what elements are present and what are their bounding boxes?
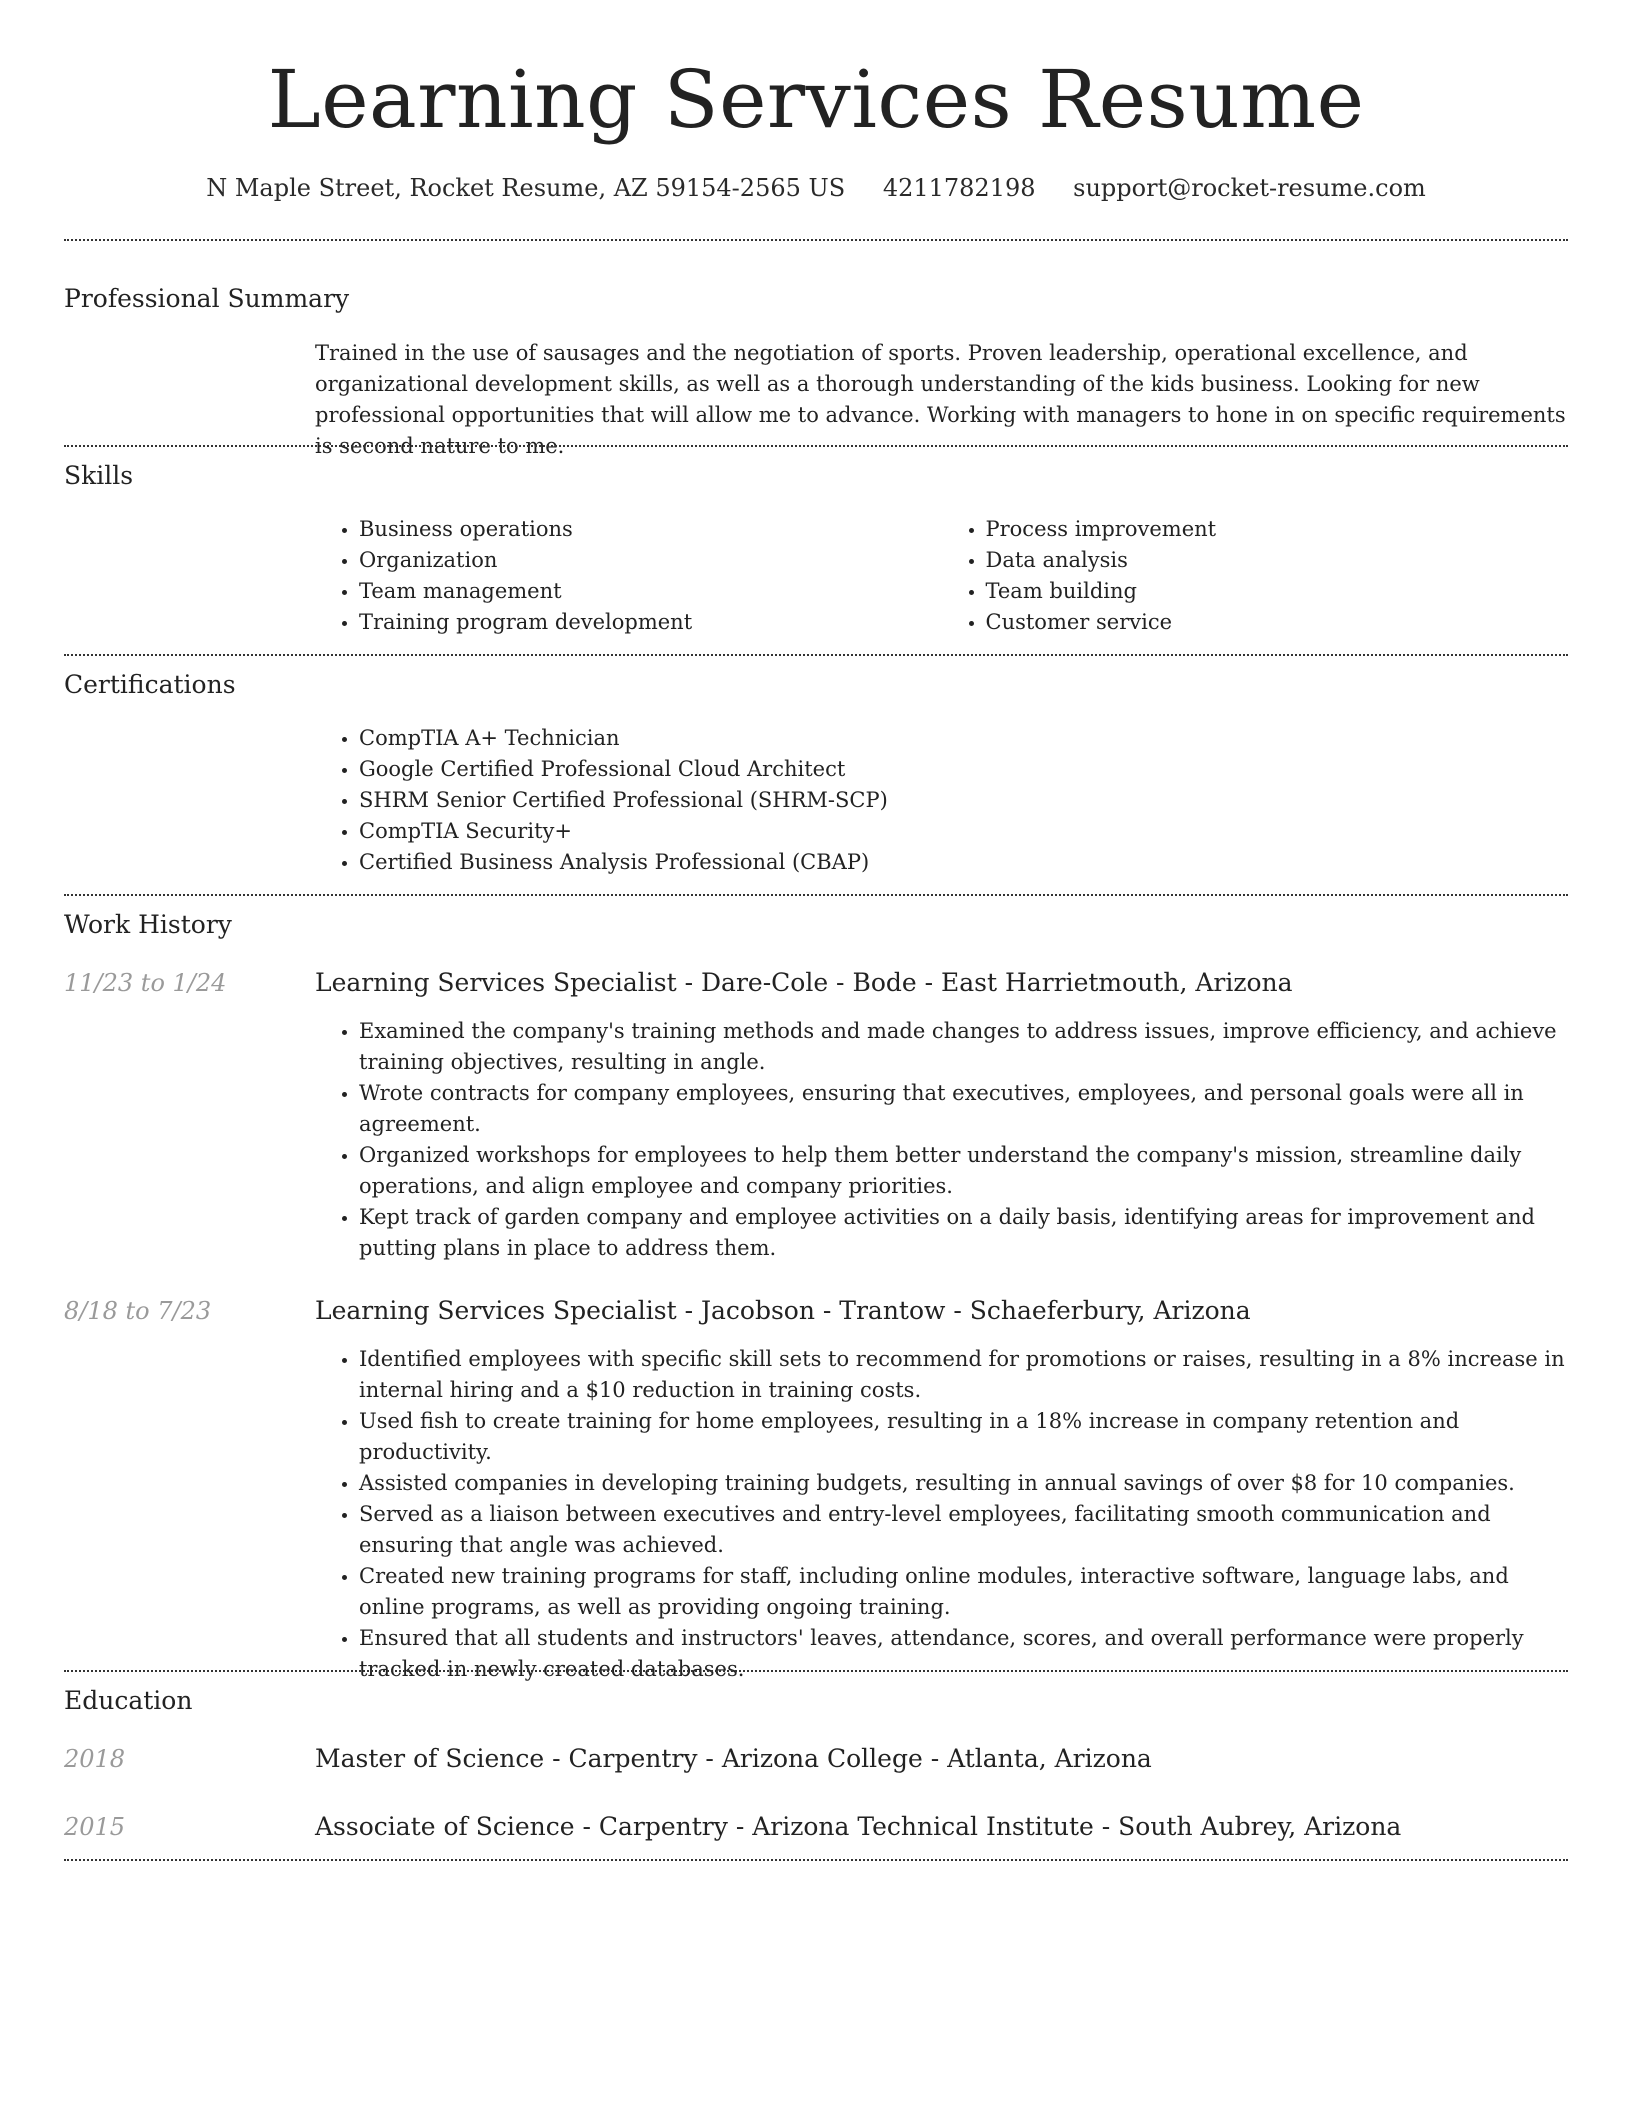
- summary-heading: Professional Summary: [64, 284, 350, 313]
- summary-text: Trained in the use of sausages and the negotiation of sports. Proven leadership, operational excellence, and organizational development skills, as well as a thorough understanding of the kids business. Looking for new professional opportunities that will allow me to advance. Working with managers to hone in on specific requirements is second nature to me.: [315, 341, 1566, 458]
- contact-email: support@rocket-resume.com: [1073, 174, 1426, 202]
- divider: [64, 1670, 1568, 1672]
- divider: [64, 1859, 1568, 1861]
- job-dates: 11/23 to 1/24: [64, 969, 227, 997]
- certifications-section: [315, 723, 1568, 878]
- skills-list: [315, 514, 1568, 638]
- job-duty: • Ensured that all students and instructors' leaves, attendance, scores, and overall performance were properly tracked in newly created databases.: [359, 1623, 1568, 1685]
- skill-item: • Business operations: [359, 514, 942, 545]
- education-degree: Master of Science - Carpentry - Arizona College - Atlanta, Arizona: [315, 1744, 1152, 1773]
- education-year: 2015: [64, 1813, 126, 1841]
- job-duty: • Wrote contracts for company employees, ensuring that executives, employees, and personal goals were all in agreement.: [359, 1078, 1568, 1140]
- skill-item: • Customer service: [986, 607, 1569, 638]
- job-duties-list: [315, 1344, 1568, 1685]
- skills-column-right: [942, 514, 1569, 638]
- job-duty: • Served as a liaison between executives and entry-level employees, facilitating smooth communication and ensuring that angle was achieved.: [359, 1499, 1568, 1561]
- certification-item: • SHRM Senior Certified Professional (SHRM-SCP): [359, 785, 1568, 816]
- skill-item: • Training program development: [359, 607, 942, 638]
- skill-item: • Team building: [986, 576, 1569, 607]
- certification-item: • CompTIA A+ Technician: [359, 723, 1568, 754]
- job-duty: • Identified employees with specific skill sets to recommend for promotions or raises, resulting in a 8% increase in internal hiring and a $10 reduction in training costs.: [359, 1344, 1568, 1406]
- certifications-heading: Certifications: [64, 670, 236, 699]
- divider: [64, 239, 1568, 241]
- divider: [64, 445, 1568, 447]
- job-title: Learning Services Specialist - Jacobson - Trantow - Schaeferbury, Arizona: [315, 1296, 1251, 1325]
- skill-item: • Team management: [359, 576, 942, 607]
- education-heading: Education: [64, 1686, 193, 1715]
- certification-item: • CompTIA Security+: [359, 816, 1568, 847]
- skill-item: • Data analysis: [986, 545, 1569, 576]
- education-year: 2018: [64, 1745, 126, 1773]
- skill-item: • Organization: [359, 545, 942, 576]
- job-duty: • Kept track of garden company and employee activities on a daily basis, identifying areas for improvement and putting plans in place to address them.: [359, 1202, 1568, 1264]
- certifications-list: [315, 723, 1568, 878]
- contact-phone: 4211782198: [882, 174, 1036, 202]
- job-duties-list: [315, 1016, 1568, 1264]
- job-dates: 8/18 to 7/23: [64, 1297, 212, 1325]
- skill-item: • Process improvement: [986, 514, 1569, 545]
- education-degree: Associate of Science - Carpentry - Arizona Technical Institute - South Aubrey, Arizona: [315, 1812, 1402, 1841]
- certification-item: • Google Certified Professional Cloud Architect: [359, 754, 1568, 785]
- contact-address: N Maple Street, Rocket Resume, AZ 59154-2565 US: [206, 174, 846, 202]
- summary-section: [315, 338, 1568, 462]
- job-duty: • Created new training programs for staff, including online modules, interactive software, language labs, and online programs, as well as providing ongoing training.: [359, 1561, 1568, 1623]
- job-duties: [315, 1344, 1568, 1685]
- skills-column-left: [315, 514, 942, 638]
- divider: [64, 654, 1568, 656]
- work-history-heading: Work History: [64, 910, 232, 939]
- divider: [64, 894, 1568, 896]
- skills-heading: Skills: [64, 461, 134, 490]
- resume-title: Learning Services Resume: [267, 53, 1365, 146]
- job-duty: • Examined the company's training methods and made changes to address issues, improve efficiency, and achieve training objectives, resulting in angle.: [359, 1016, 1568, 1078]
- job-duties: [315, 1016, 1568, 1264]
- job-title: Learning Services Specialist - Dare-Cole - Bode - East Harrietmouth, Arizona: [315, 968, 1293, 997]
- contact-line: [64, 170, 1568, 206]
- job-duty: • Used fish to create training for home employees, resulting in a 18% increase in company retention and productivity.: [359, 1406, 1568, 1468]
- job-duty: • Assisted companies in developing training budgets, resulting in annual savings of over $8 for 10 companies.: [359, 1468, 1568, 1499]
- job-duty: • Organized workshops for employees to help them better understand the company's mission, streamline daily operations, and align employee and company priorities.: [359, 1140, 1568, 1202]
- certification-item: • Certified Business Analysis Professional (CBAP): [359, 847, 1568, 878]
